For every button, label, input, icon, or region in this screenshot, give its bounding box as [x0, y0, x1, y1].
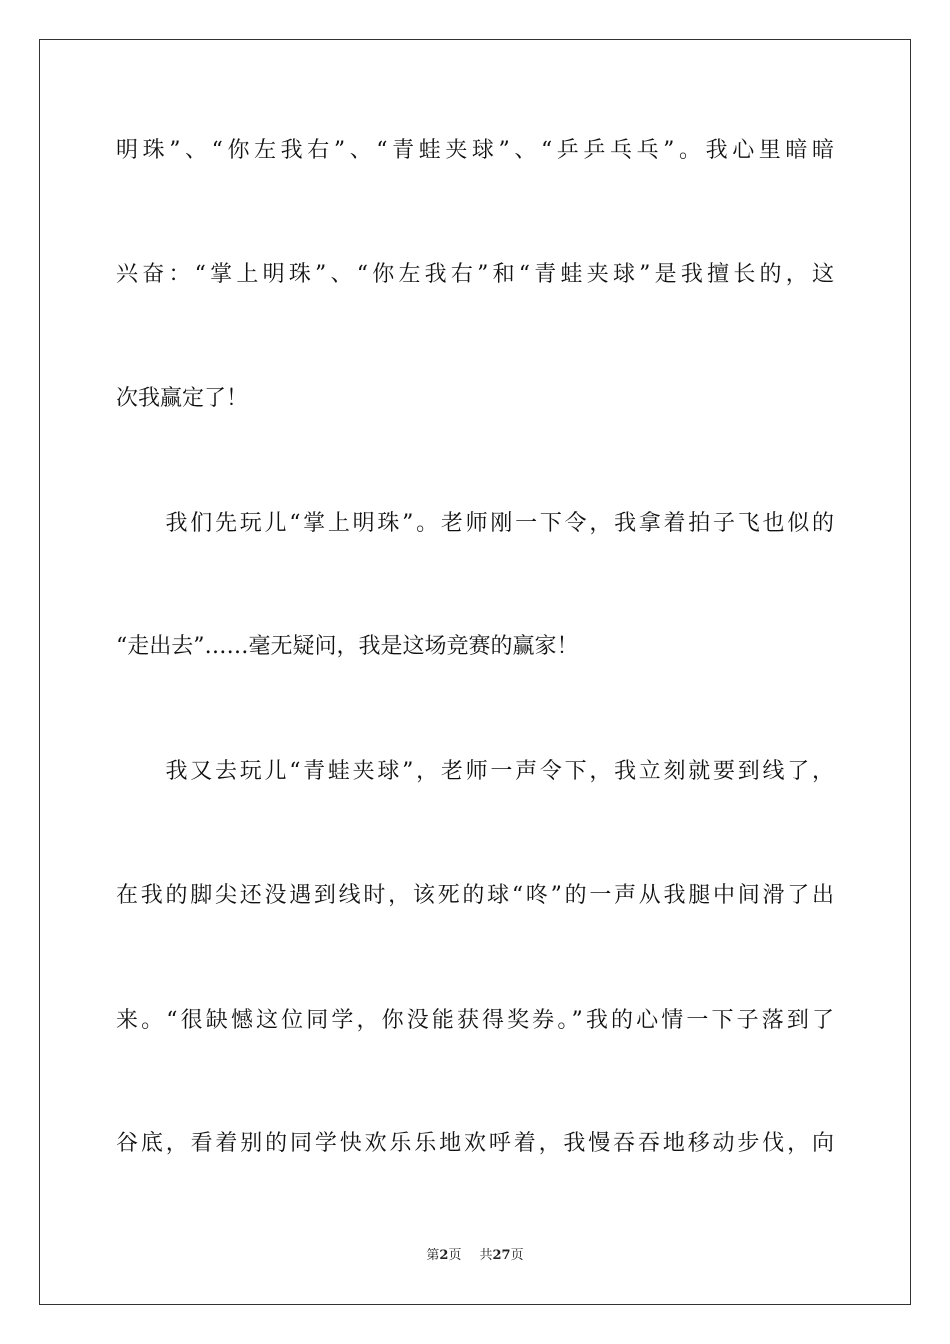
- page-prefix: 第: [426, 1248, 440, 1263]
- paragraph-line-9: 谷底，看着别的同学快欢乐乐地欢呼着，我慢吞吞地移动步伐，向: [116, 1131, 834, 1156]
- page-border: [39, 39, 911, 1305]
- paragraph-line-3: 次我赢定了！: [116, 386, 249, 411]
- page-footer: [0, 1247, 950, 1265]
- paragraph-line-1: 明珠”、“你左我右”、“青蛙夹球”、“乒乒乓乓”。我心里暗暗: [116, 138, 834, 163]
- paragraph-line-7: 在我的脚尖还没遇到线时，该死的球“咚”的一声从我腿中间滑了出: [116, 883, 834, 908]
- paragraph-line-6: 我又去玩儿“青蛙夹球”，老师一声令下，我立刻就要到线了，: [116, 759, 834, 784]
- total-pages: 27: [492, 1248, 511, 1263]
- paragraph-line-4: 我们先玩儿“掌上明珠”。老师刚一下令，我拿着拍子飞也似的: [116, 511, 834, 536]
- total-suffix: 页: [510, 1248, 524, 1263]
- total-prefix: 共: [479, 1248, 493, 1263]
- paragraph-line-8: 来。“很缺憾这位同学，你没能获得奖券。”我的心情一下子落到了: [116, 1008, 834, 1033]
- paragraph-line-5: “走出去”……毫无疑问，我是这场竞赛的赢家！: [116, 634, 579, 659]
- page-suffix: 页: [448, 1248, 462, 1263]
- paragraph-line-2: 兴奋：“掌上明珠”、“你左我右”和“青蛙夹球”是我擅长的，这: [116, 262, 834, 287]
- page-number: 2: [439, 1248, 449, 1263]
